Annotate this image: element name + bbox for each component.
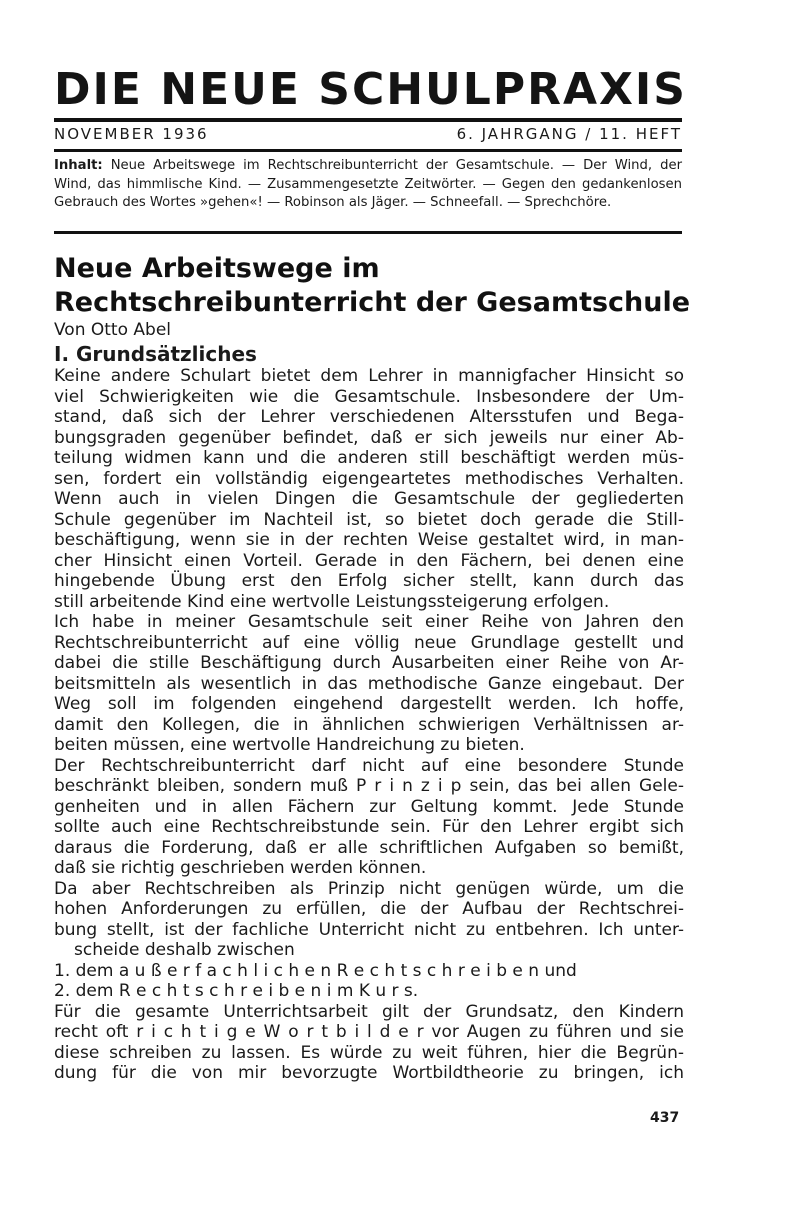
masthead-title: DIE NEUE SCHULPRAXIS bbox=[54, 64, 687, 115]
body-line: Der Rechtschreibunterricht darf nicht auf eine besondere Stunde bbox=[54, 755, 684, 776]
body-line: Keine andere Schulart bietet dem Lehrer in mannigfacher Hinsicht so bbox=[54, 366, 684, 386]
body-line: Ich habe in meiner Gesamtschule seit einer Reihe von Jahren den bbox=[54, 612, 684, 632]
body-line: Da aber Rechtschreiben als Prinzip nicht genügen würde, um die bbox=[54, 878, 684, 899]
table-of-contents bbox=[54, 157, 682, 213]
list-item: 2. dem R e c h t s c h r e i b e n i m K u r s. bbox=[54, 981, 419, 1001]
contents-text: Neue Arbeitswege im Rechtschreibunterricht der Gesamtschule. — Der Wind, der Wind, das himmlische Kind. — Zusammengesetzte Zeitwörter. — Gegen den gedankenlosen Gebrauch des Wortes »gehen«! — Robinson als Jäger. — Schneefall. — Sprechchöre. bbox=[54, 158, 682, 210]
body-line: beschränkt bleiben, sondern muß P r i n z i p sein, das bei allen Gele- bbox=[54, 776, 684, 796]
body-line: damit den Kollegen, die in ähnlichen schwierigen Verhältnissen ar- bbox=[54, 714, 684, 735]
body-line: daß sie richtig geschrieben werden können. bbox=[54, 858, 427, 878]
body-line: daraus die Forderung, daß er alle schriftlichen Aufgaben so bemißt, bbox=[54, 837, 684, 858]
article-title-line-1: Neue Arbeitswege im bbox=[54, 253, 380, 284]
body-line: Rechtschreibunterricht auf eine völlig neue Grundlage gestellt und bbox=[54, 632, 684, 653]
issue-number: 6. JAHRGANG / 11. HEFT bbox=[456, 125, 682, 143]
masthead-rule-top bbox=[54, 118, 682, 122]
body-line: genheiten und in allen Fächern zur Geltung kommt. Jede Stunde bbox=[54, 796, 684, 817]
body-line: beschäftigung, wenn sie in der rechten Weise gestaltet wird, in man- bbox=[54, 530, 684, 550]
body-line: Weg soll im folgenden eingehend dargestellt werden. Ich hoffe, bbox=[54, 694, 684, 714]
body-line: teilung widmen kann und die anderen still beschäftigt werden müs- bbox=[54, 448, 684, 468]
article-author: Von Otto Abel bbox=[54, 320, 172, 340]
section-heading: I. Grundsätzliches bbox=[54, 342, 257, 366]
body-line: Für die gesamte Unterrichtsarbeit gilt der Grundsatz, den Kindern bbox=[54, 1001, 684, 1022]
contents-label: Inhalt: bbox=[54, 158, 103, 173]
issue-line bbox=[54, 124, 682, 144]
body-line: scheide deshalb zwischen bbox=[74, 940, 295, 960]
body-line: Wenn auch in vielen Dingen die Gesamtschule der gegliederten bbox=[54, 489, 684, 509]
article-title-line-2: Rechtschreibunterricht der Gesamtschule bbox=[54, 287, 691, 318]
body-line: viel Schwierigkeiten wie die Gesamtschule. Insbesondere der Um- bbox=[54, 386, 684, 407]
body-line: Schule gegenüber im Nachteil ist, so bietet doch gerade die Still- bbox=[54, 509, 684, 530]
body-line: dabei die stille Beschäftigung durch Ausarbeiten einer Reihe von Ar- bbox=[54, 653, 684, 673]
body-line: beitsmitteln als wesentlich in das methodische Ganze eingebaut. Der bbox=[54, 673, 684, 694]
list-item: 1. dem a u ß e r f a c h l i c h e n R e c h t s c h r e i b e n und bbox=[54, 960, 577, 981]
body-line: cher Hinsicht einen Vorteil. Gerade in den Fächern, bei denen eine bbox=[54, 550, 684, 571]
body-line: hingebende Übung erst den Erfolg sicher stellt, kann durch das bbox=[54, 571, 684, 591]
body-line: still arbeitende Kind eine wertvolle Leistungssteigerung erfolgen. bbox=[54, 591, 610, 612]
body-line: sollte auch eine Rechtschreibstunde sein. Für den Lehrer ergibt sich bbox=[54, 817, 684, 837]
body-line: bungsgraden gegenüber befindet, daß er sich jeweils nur einer Ab- bbox=[54, 427, 684, 448]
body-line: recht oft r i c h t i g e W o r t b i l d e r vor Augen zu führen und sie bbox=[54, 1022, 684, 1042]
page-number: 437 bbox=[650, 1110, 680, 1126]
masthead-rule-bottom bbox=[54, 149, 682, 152]
body-line: bung stellt, ist der fachliche Unterricht nicht zu entbehren. Ich unter- bbox=[54, 919, 684, 940]
article-body bbox=[54, 366, 684, 1084]
body-line: beiten müssen, eine wertvolle Handreichung zu bieten. bbox=[54, 735, 525, 755]
issue-month: NOVEMBER 1936 bbox=[54, 125, 209, 143]
body-line: sen, fordert ein vollständig eigengeartetes methodisches Verhalten. bbox=[54, 468, 684, 489]
body-line: diese schreiben zu lassen. Es würde zu weit führen, hier die Begrün- bbox=[54, 1042, 684, 1063]
body-line: dung für die von mir bevorzugte Wortbildtheorie zu bringen, ich bbox=[54, 1063, 684, 1083]
article-title bbox=[54, 252, 694, 320]
body-line: hohen Anforderungen zu erfüllen, die der Aufbau der Rechtschrei- bbox=[54, 899, 684, 919]
contents-rule bbox=[54, 231, 682, 234]
body-line: stand, daß sich der Lehrer verschiedenen Altersstufen und Bega- bbox=[54, 407, 684, 427]
